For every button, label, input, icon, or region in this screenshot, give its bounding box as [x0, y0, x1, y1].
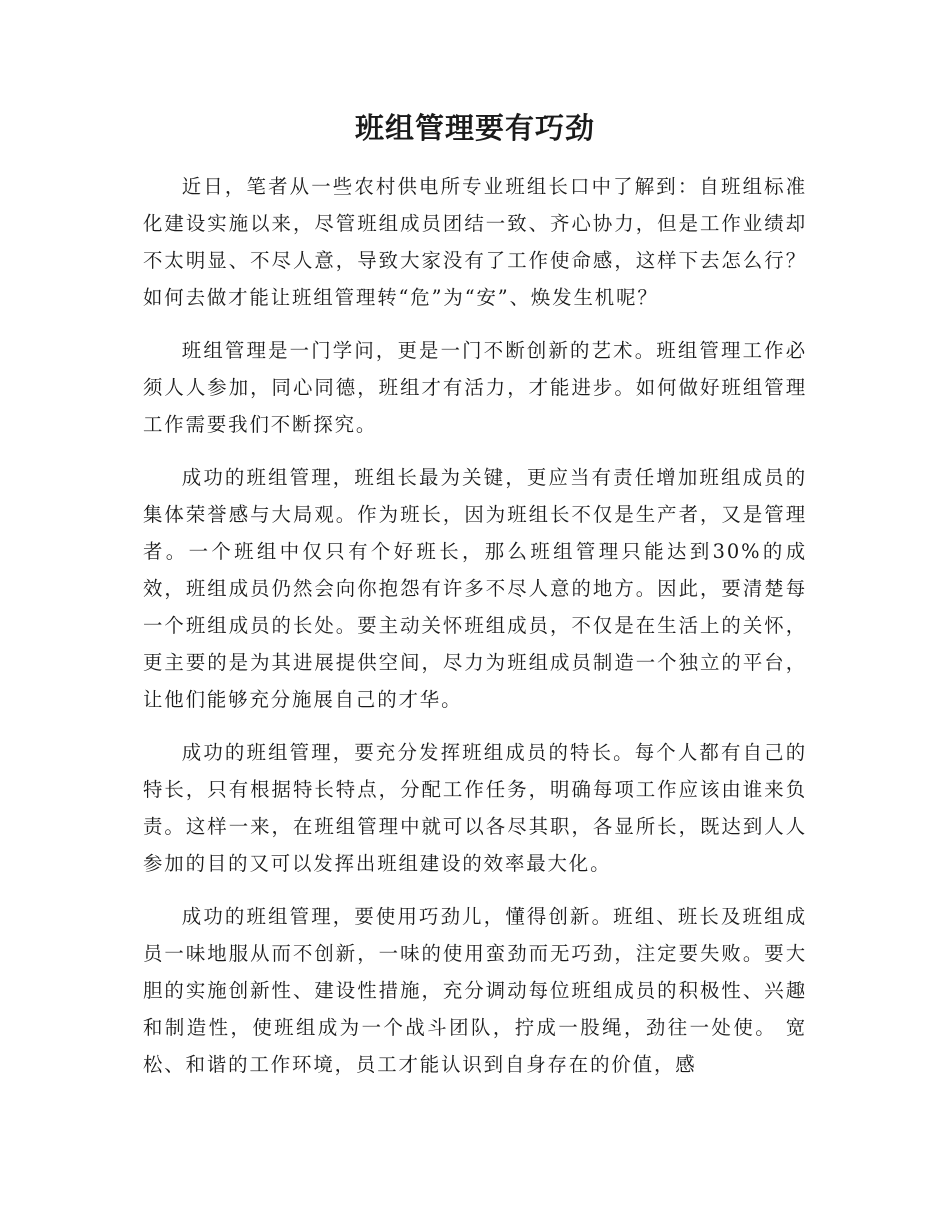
paragraph-3: 成功的班组管理，班组长最为关键，更应当有责任增加班组成员的集体荣誉感与大局观。作为班长，因为班组长不仅是生产者，又是管理者。一个班组中仅只有个好班长，那么班组管理只能达到30%的成效，班组成员仍然会向你抱怨有许多不尽人意的地方。因此，要清楚每一个班组成员的长处。要主动关怀班组成员，不仅是在生活上的关怀，更主要的是为其进展提供空间，尽力为班组成员制造一个独立的平台，让他们能够充分施展自己的才华。: [143, 466, 807, 711]
paragraph-2: 班组管理是一门学问，更是一门不断创新的艺术。班组管理工作必须人人参加，同心同德，班组才有活力，才能进步。如何做好班组管理工作需要我们不断探究。: [143, 339, 807, 436]
paragraph-5: 成功的班组管理，要使用巧劲儿，懂得创新。班组、班长及班组成员一味地服从而不创新，一味的使用蛮劲而无巧劲，注定要失败。要大胆的实施创新性、建设性措施，充分调动每位班组成员的积极性、兴趣和制造性，使班组成为一个战斗团队，拧成一股绳，劲往一处使。 宽松、和谐的工作环境，员工才能认识到自身存在的价值，感: [143, 905, 807, 1076]
document-title: 班组管理要有巧劲: [354, 111, 595, 145]
paragraph-1: 近日，笔者从一些农村供电所专业班组长口中了解到：自班组标准化建设实施以来，尽管班组成员团结一致、齐心协力，但是工作业绩却不太明显、不尽人意，导致大家没有了工作使命感，这样下去怎么行？如何去做才能让班组管理转“危”为“安”、焕发生机呢？: [143, 175, 807, 309]
paragraph-4: 成功的班组管理，要充分发挥班组成员的特长。每个人都有自己的特长，只有根据特长特点，分配工作任务，明确每项工作应该由谁来负责。这样一来，在班组管理中就可以各尽其职，各显所长，既达到人人参加的目的又可以发挥出班组建设的效率最大化。: [143, 741, 807, 875]
document-body: [143, 168, 807, 1099]
